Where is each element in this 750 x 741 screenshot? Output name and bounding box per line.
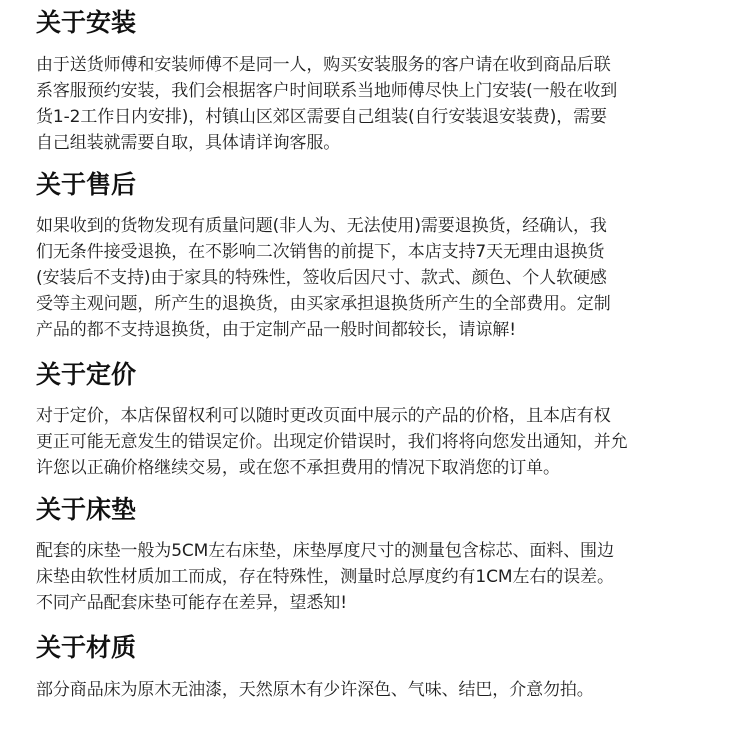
body-line: 自己组装就需要自取，具体请详询客服。 [36, 133, 341, 153]
body-line: 受等主观问题，所产生的退换货，由买家承担退换货所产生的全部费用。定制 [36, 294, 611, 314]
body-line: 由于送货师傅和安装师傅不是同一人，购买安装服务的客户请在收到商品后联 [36, 55, 611, 75]
section-title: 关于售后 [36, 170, 137, 199]
body-line: 如果收到的货物发现有质量问题(非人为、无法使用)需要退换货，经确认，我 [36, 216, 607, 236]
body-line: 配套的床垫一般为5CM左右床垫，床垫厚度尺寸的测量包含棕芯、面料、围边 [36, 541, 614, 561]
section-title: 关于材质 [36, 633, 137, 662]
body-line: 货1-2工作日内安排)，村镇山区郊区需要自己组装(自行安装退安装费)，需要 [36, 107, 607, 127]
section-body [36, 538, 726, 616]
section-title: 关于床垫 [36, 495, 137, 524]
section-body [36, 213, 726, 343]
body-line: 更正可能无意发生的错误定价。出现定价错误时，我们将将向您发出通知，并允 [36, 432, 628, 452]
section-title: 关于安装 [36, 8, 137, 37]
section-body [36, 403, 726, 481]
body-line: 产品的都不支持退换货，由于定制产品一般时间都较长，请谅解! [36, 320, 516, 340]
section-body [36, 677, 726, 703]
body-line: 对于定价，本店保留权利可以随时更改页面中展示的产品的价格，且本店有权 [36, 406, 611, 426]
section-title: 关于定价 [36, 360, 137, 389]
body-line: 们无条件接受退换，在不影响二次销售的前提下，本店支持7天无理由退换货 [36, 242, 605, 262]
body-line: 许您以正确价格继续交易，或在您不承担费用的情况下取消您的订单。 [36, 458, 560, 478]
body-line: (安装后不支持)由于家具的特殊性，签收后因尺寸、款式、颜色、个人软硬感 [36, 268, 607, 288]
body-line: 不同产品配套床垫可能存在差异，望悉知! [36, 593, 347, 613]
body-line: 系客服预约安装，我们会根据客户时间联系当地师傅尽快上门安装(一般在收到 [36, 81, 618, 101]
body-line: 部分商品床为原木无油漆，天然原木有少许深色、气味、结巴，介意勿拍。 [36, 680, 594, 700]
body-line: 床垫由软性材质加工而成，存在特殊性，测量时总厚度约有1CM左右的误差。 [36, 567, 614, 587]
section-body [36, 52, 726, 156]
